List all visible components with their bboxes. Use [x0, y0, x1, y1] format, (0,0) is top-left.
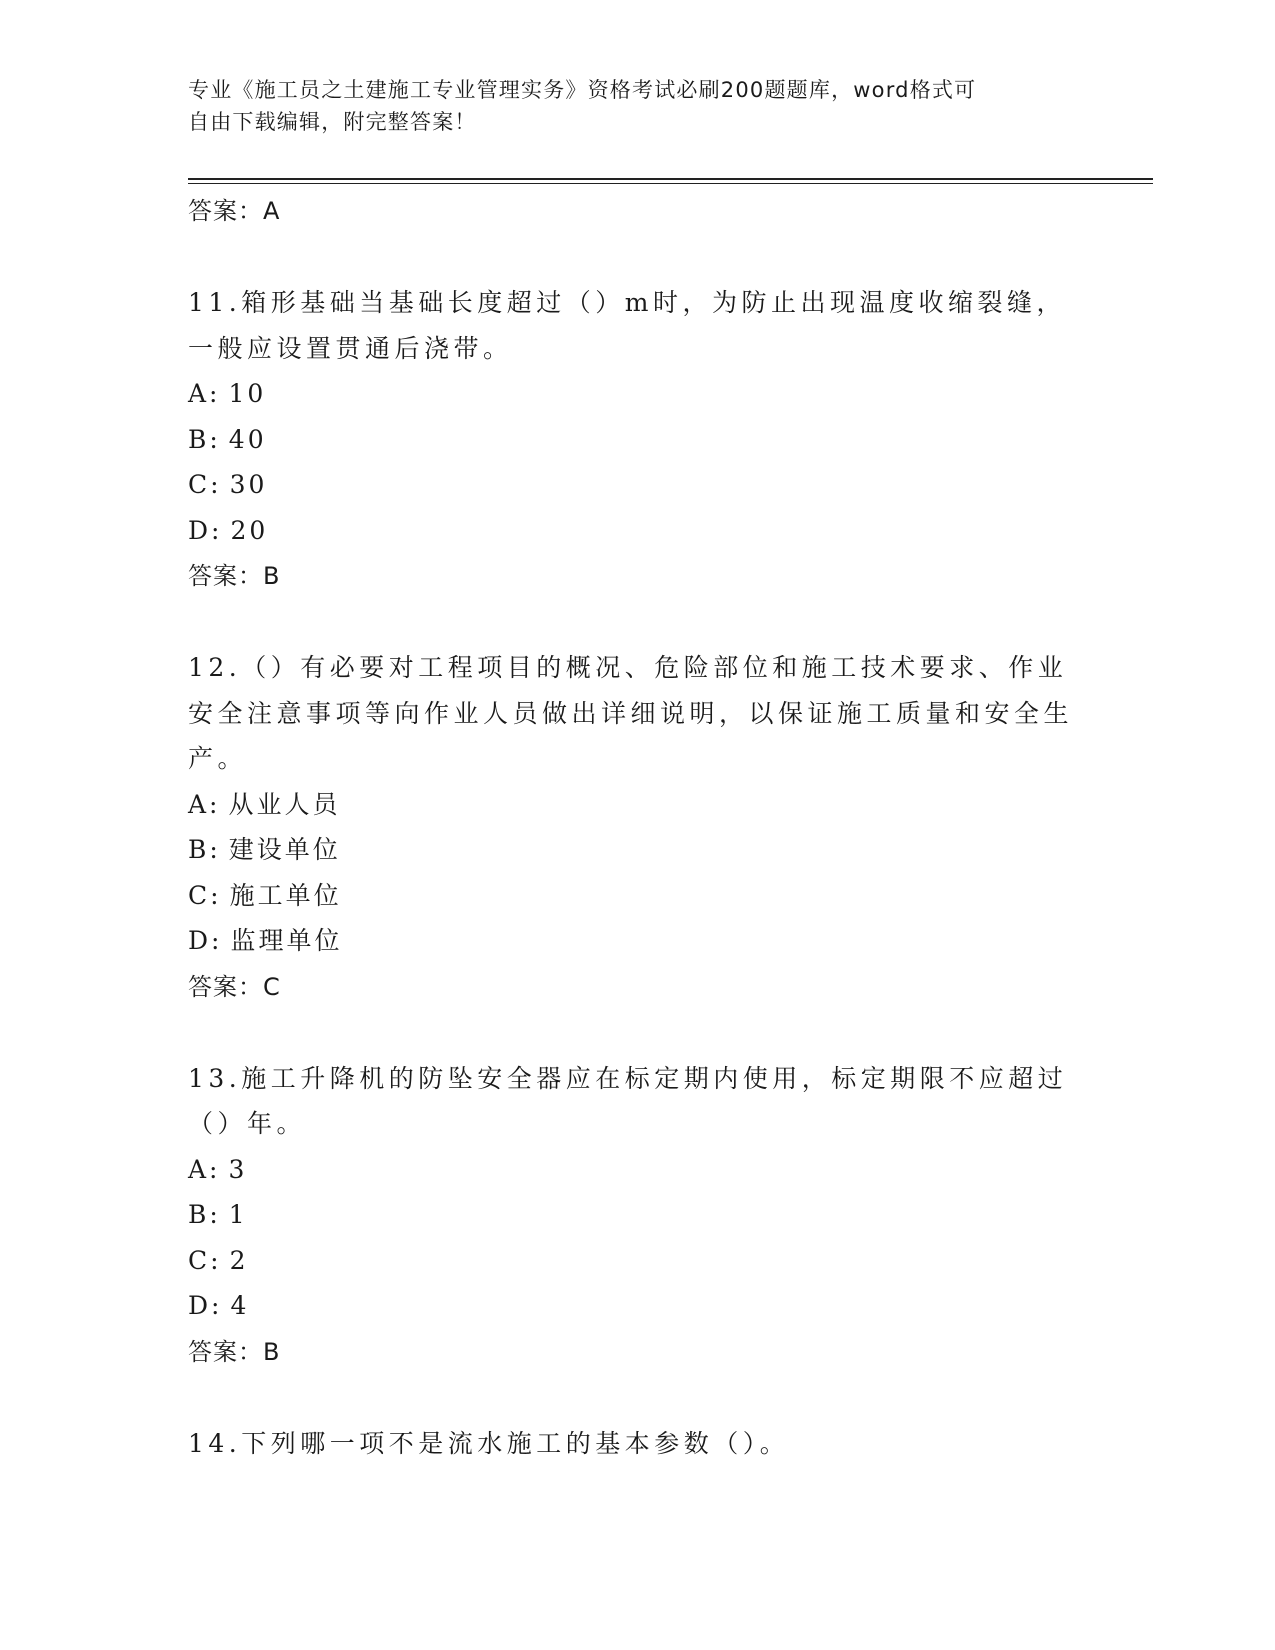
option-a [188, 1147, 1088, 1193]
option-c [188, 873, 1088, 919]
previous-answer: 答案：A [188, 197, 281, 225]
document-header [188, 74, 1068, 138]
question-text: 13.施工升降机的防坠安全器应在标定期内使用，标定期限不应超过（）年。 [188, 1063, 1068, 1138]
option-key: A: [188, 789, 221, 819]
question-13 [188, 1056, 1088, 1375]
option-value: 2 [229, 1245, 249, 1275]
option-key: B: [188, 424, 221, 454]
option-key: D: [188, 926, 223, 955]
option-key: A: [188, 379, 221, 408]
option-value: 4 [230, 1291, 250, 1320]
question-text: 12.（）有必要对工程项目的概况、危险部位和施工技术要求、作业安全注意事项等向作业人员做出详细说明，以保证施工质量和安全生产。 [188, 653, 1074, 773]
header-line-1: 专业《施工员之土建施工专业管理实务》资格考试必刷200题题库，word格式可 [188, 78, 977, 102]
option-key: B: [188, 835, 221, 864]
option-value: 监理单位 [230, 926, 343, 955]
option-value: 建设单位 [228, 835, 341, 864]
option-d [188, 1283, 1088, 1329]
option-c [188, 462, 1088, 508]
option-value: 从业人员 [228, 789, 341, 819]
option-b [188, 827, 1088, 873]
question-text: 11.箱形基础当基础长度超过（）m时，为防止出现温度收缩裂缝，一般应设置贯通后浇带。 [188, 288, 1066, 363]
option-value: 40 [228, 424, 267, 454]
option-c [188, 1238, 1088, 1284]
question-text: 14.下列哪一项不是流水施工的基本参数（）。 [188, 1428, 790, 1458]
option-value: 10 [228, 379, 267, 408]
option-value: 30 [229, 470, 268, 499]
answer-line: 答案：C [188, 972, 281, 1001]
option-key: C: [188, 880, 222, 910]
option-value: 1 [228, 1200, 248, 1229]
option-key: C: [188, 1245, 222, 1275]
answer-line: 答案：B [188, 562, 281, 590]
header-line-2: 自由下载编辑，附完整答案！ [188, 110, 477, 134]
question-11 [188, 280, 1088, 599]
option-key: D: [188, 515, 223, 545]
option-b [188, 417, 1088, 463]
question-14 [188, 1421, 1088, 1467]
question-list [188, 188, 1088, 1466]
option-key: B: [188, 1200, 221, 1229]
option-b [188, 1192, 1088, 1238]
question-12 [188, 645, 1088, 1010]
header-divider-thin [188, 183, 1153, 184]
option-key: A: [188, 1154, 221, 1184]
option-value: 施工单位 [229, 880, 342, 910]
option-value: 3 [228, 1154, 248, 1184]
answer-line: 答案：B [188, 1337, 281, 1366]
option-value: 20 [230, 515, 269, 545]
option-a [188, 371, 1088, 417]
option-d [188, 918, 1088, 964]
option-a [188, 782, 1088, 828]
option-d [188, 508, 1088, 554]
option-key: D: [188, 1291, 223, 1320]
header-divider-thick [188, 178, 1153, 180]
option-key: C: [188, 470, 222, 499]
